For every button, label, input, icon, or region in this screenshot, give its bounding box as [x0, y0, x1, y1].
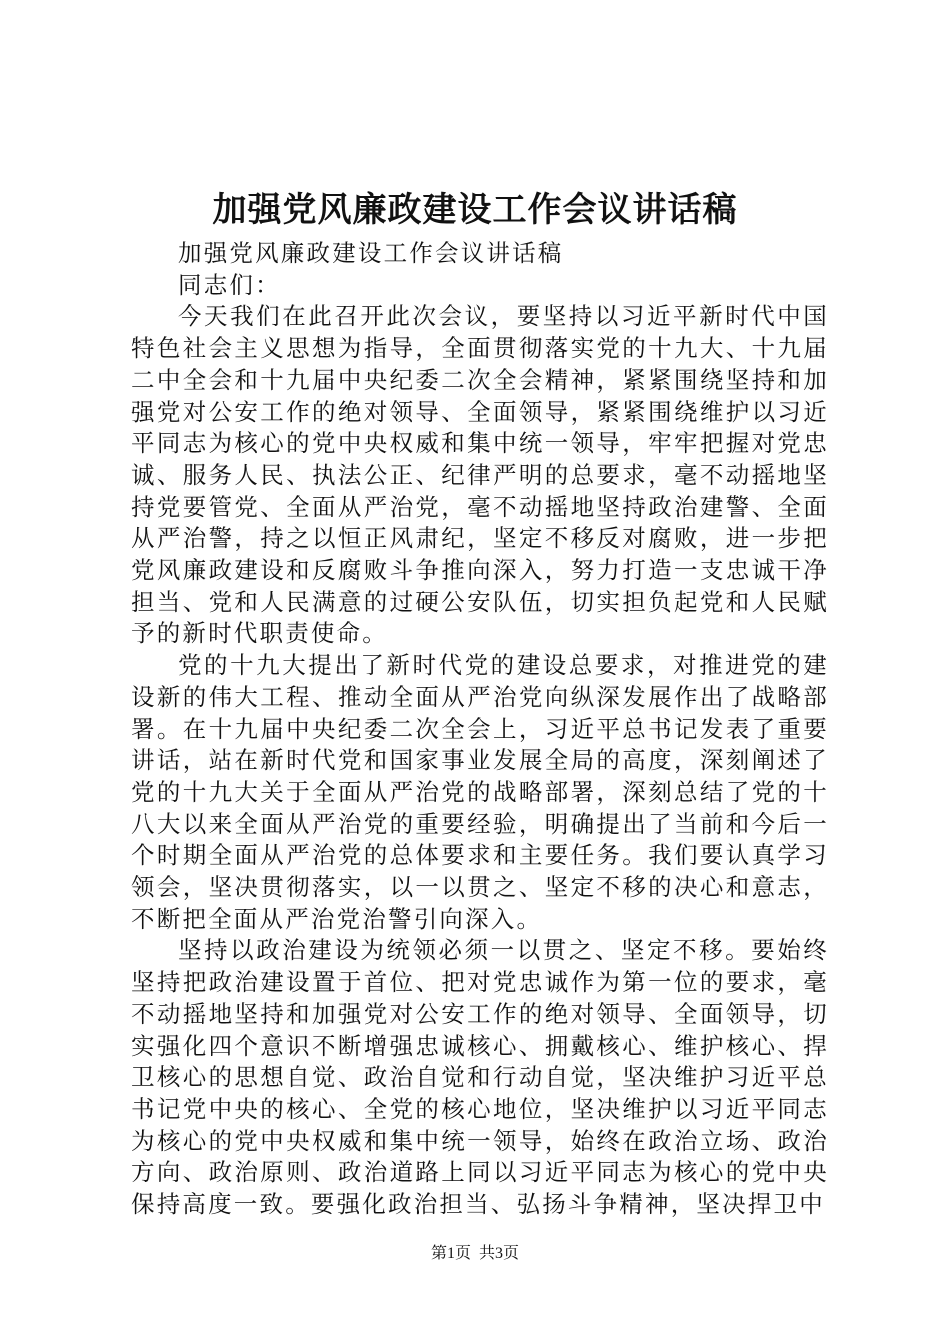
paragraph-1: 今天我们在此召开此次会议，要坚持以习近平新时代中国特色社会主义思想为指导，全面贯彻落实党的十九大、十九届二中全会和十九届中央纪委二次全会精神，紧紧围绕坚持和加强党对公安工作的绝对领导、全面领导，紧紧围绕维护以习近平同志为核心的党中央权威和集中统一领导，牢牢把握对党忠诚、服务人民、执法公正、纪律严明的总要求，毫不动摇地坚持党要管党、全面从严治党，毫不动摇地坚持政治建警、全面从严治警，持之以恒正风肃纪，坚定不移反对腐败，进一步把党风廉政建设和反腐败斗争推向深入，努力打造一支忠诚干净担当、党和人民满意的过硬公安队伍，切实担负起党和人民赋予的新时代职责使命。: [131, 302, 829, 648]
page-footer: [0, 1243, 950, 1265]
document-title: 加强党风廉政建设工作会议讲话稿: [212, 190, 738, 230]
document-body: [131, 238, 829, 1221]
salutation: 同志们：: [178, 270, 281, 299]
paragraph-3: 坚持以政治建设为统领必须一以贯之、坚定不移。要始终坚持把政治建设置于首位、把对党忠诚作为第一位的要求，毫不动摇地坚持和加强党对公安工作的绝对领导、全面领导，切实强化四个意识不断增强忠诚核心、拥戴核心、维护核心、捍卫核心的思想自觉、政治自觉和行动自觉，坚决维护习近平总书记党中央的核心、全党的核心地位，坚决维护以习近平同志为核心的党中央权威和集中统一领导，始终在政治立场、政治方向、政治原则、政治道路上同以习近平同志为核心的党中央保持高度一致。要强化政治担当、弘扬斗争精神，坚决捍卫中: [131, 936, 829, 1219]
document-subtitle: 加强党风廉政建设工作会议讲话稿: [178, 239, 564, 267]
page-number: 第1页 共3页: [430, 1245, 519, 1262]
paragraph-2: 党的十九大提出了新时代党的建设总要求，对推进党的建设新的伟大工程、推动全面从严治党向纵深发展作出了战略部署。在十九届中央纪委二次全会上，习近平总书记发表了重要讲话，站在新时代党和国家事业发展全局的高度，深刻阐述了党的十九大关于全面从严治党的战略部署，深刻总结了党的十八大以来全面从严治党的重要经验，明确提出了当前和今后一个时期全面从严治党的总体要求和主要任务。我们要认真学习领会，坚决贯彻落实，以一以贯之、坚定不移的决心和意志，不断把全面从严治党治警引向深入。: [131, 651, 829, 933]
